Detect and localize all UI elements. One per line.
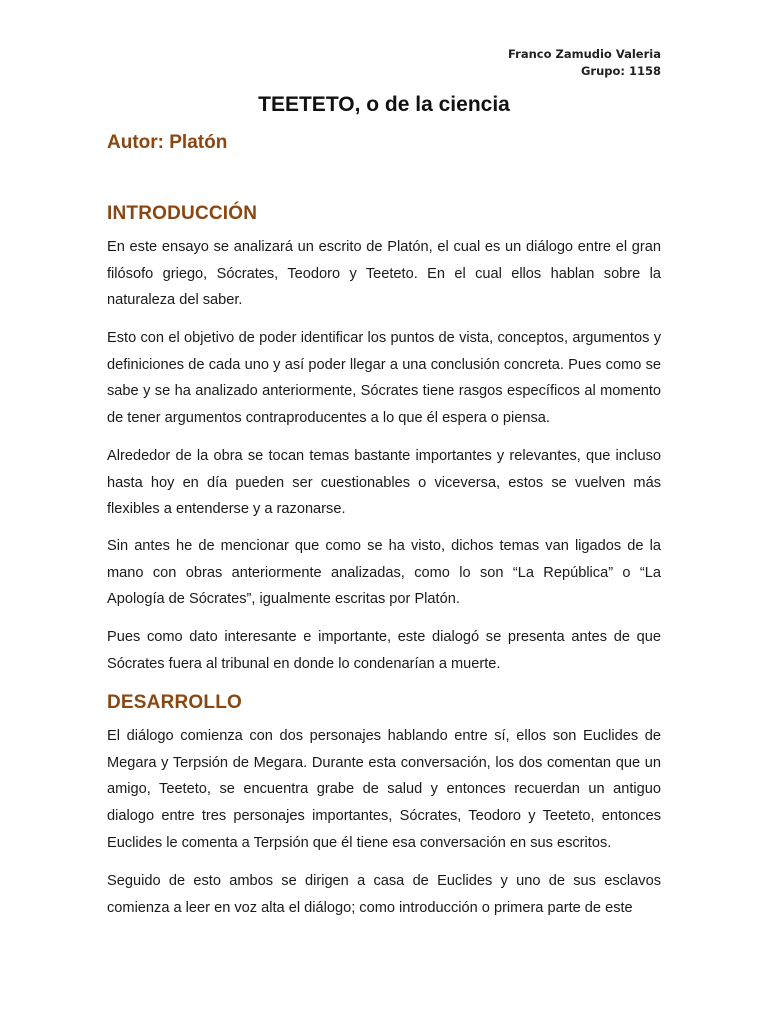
development-heading: DESARROLLO: [107, 692, 242, 713]
development-paragraph-1: El diálogo comienza con dos personajes hablando entre sí, ellos son Euclides de Megara y Terpsión de Megara. Durante esta conversación, los dos comentan que un amigo, Teeteto, se encuentra grabe de salud y entonces recuerdan un antiguo dialogo entre tres personajes importantes, Sócrates, Teodoro y Teeteto, entonces Euclides le comenta a Terpsión que él tiene esa conversación en sus escritos.: [107, 728, 661, 851]
intro-paragraph-5: Pues como dato interesante e importante, este dialogó se presenta antes de que Sócrates fuera al tribunal en donde lo condenarían a muerte.: [107, 629, 661, 672]
intro-paragraph-1: En este ensayo se analizará un escrito de Platón, el cual es un diálogo entre el gran filósofo griego, Sócrates, Teodoro y Teeteto. En el cual ellos hablan sobre la naturaleza del saber.: [107, 239, 661, 309]
introduction-heading: INTRODUCCIÓN: [107, 203, 258, 224]
student-group: Grupo: 1158: [580, 64, 661, 78]
development-paragraph-2: Seguido de esto ambos se dirigen a casa de Euclides y uno de sus esclavos comienza a leer en voz alta el diálogo; como introducción o primera parte de este: [107, 873, 661, 916]
intro-paragraph-4: Sin antes he de mencionar que como se ha visto, dichos temas van ligados de la mano con obras anteriormente analizadas, como lo son “La República” o “La Apología de Sócrates”, igualmente escritas por Platón.: [107, 538, 661, 608]
document-title: TEETETO, o de la ciencia: [258, 93, 510, 116]
student-info: [508, 46, 661, 80]
intro-paragraph-3: Alrededor de la obra se tocan temas bastante importantes y relevantes, que incluso hasta hoy en día pueden ser cuestionables o viceversa, estos se vuelven más flexibles a entenderse y a razonarse.: [107, 448, 661, 518]
document-author: Autor: Platón: [107, 132, 228, 153]
intro-paragraph-2: Esto con el objetivo de poder identificar los puntos de vista, conceptos, argumentos y definiciones de cada uno y así poder llegar a una conclusión concreta. Pues como se sabe y se ha analizado anteriormente, Sócrates tiene rasgos específicos al momento de tener argumentos contraproducentes a lo que él espera o piensa.: [107, 330, 661, 427]
student-name: Franco Zamudio Valeria: [508, 47, 661, 61]
